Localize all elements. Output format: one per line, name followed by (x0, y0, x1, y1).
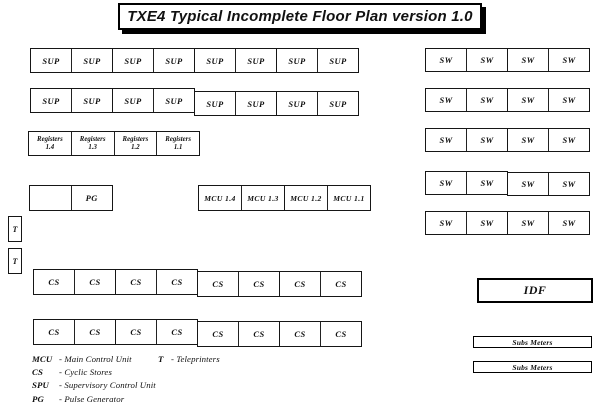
sup-cabinet: SUP (124, 55, 142, 66)
sw-cabinet: SW (466, 89, 507, 111)
legend-entry-pg (32, 392, 332, 405)
sup-cabinet: SUP (153, 49, 194, 72)
cabinet-pair (115, 269, 198, 295)
sw-cabinet: SW (466, 172, 507, 194)
legend-entry-teleprinters (158, 352, 220, 365)
sw-cabinet: SW (466, 49, 507, 71)
sup-row-2 (30, 88, 359, 113)
sw-cabinet: SW (439, 218, 453, 228)
sw-cabinet: SW (521, 179, 535, 189)
cs-cabinet: CS (294, 279, 306, 289)
cabinet-pair (425, 171, 508, 195)
sup-cabinet: SUP (235, 92, 276, 115)
cs-cabinet: CS (320, 272, 361, 296)
cabinet-pair (284, 185, 371, 211)
cabinet-pair (112, 88, 195, 113)
sw-row-4 (425, 171, 590, 195)
cabinet-pair (279, 321, 362, 347)
legend (32, 352, 332, 406)
legend-entry-spu (32, 379, 332, 392)
cabinet-pair (197, 321, 280, 347)
empty-cabinet (30, 186, 71, 210)
cs-cabinet: CS (156, 270, 197, 294)
sw-row-3 (425, 128, 590, 152)
sw-cabinet: SW (521, 135, 535, 145)
cabinet-pair (276, 48, 359, 73)
cs-cabinet: CS (238, 322, 279, 346)
registers-cabinet-1-2 (114, 132, 157, 155)
cs-row-1 (33, 269, 362, 295)
cs-cabinet: CS (238, 272, 279, 296)
registers-cabinet-1-1 (156, 132, 199, 155)
teleprinter-box-2: T (8, 248, 22, 274)
sw-cabinet: SW (548, 49, 589, 71)
legend-entry-mcu (32, 352, 332, 365)
cs-cabinet: CS (294, 329, 306, 339)
cs-cabinet: CS (320, 322, 361, 346)
legend-definition: - Main Control Unit (59, 353, 132, 364)
cabinet-pair (33, 319, 116, 345)
legend-term: PG (32, 393, 44, 404)
cs-cabinet: CS (48, 277, 60, 287)
sup-cabinet: SUP (288, 98, 306, 109)
cs-row-2 (33, 319, 362, 345)
cabinet-pair (507, 128, 590, 152)
sup-cabinet: SUP (42, 95, 60, 106)
cabinet-pair (198, 185, 285, 211)
sw-cabinet: SW (548, 212, 589, 234)
sw-cabinet: SW (439, 55, 453, 65)
cs-cabinet: CS (156, 320, 197, 344)
sup-cabinet: SUP (317, 49, 358, 72)
cs-cabinet: CS (212, 329, 224, 339)
sup-cabinet: SUP (153, 89, 194, 112)
registers-row (28, 131, 200, 156)
sw-cabinet: SW (548, 173, 589, 195)
cabinet-pair (425, 48, 508, 72)
sw-row-2 (425, 88, 590, 112)
title-box (118, 3, 482, 30)
cabinet-pair (194, 48, 277, 73)
cabinet-pair (507, 48, 590, 72)
sup-cabinet: SUP (235, 49, 276, 72)
sup-cabinet: SUP (124, 95, 142, 106)
mcu-cabinet-1-1: MCU 1.1 (327, 186, 370, 210)
registers-number: 1.4 (45, 143, 55, 151)
teleprinter-box-1: T (8, 216, 22, 242)
pg-cabinet: PG (71, 186, 113, 210)
cabinet-pair (507, 211, 590, 235)
pg-row (29, 185, 113, 211)
cabinet-pair (194, 91, 277, 116)
sw-cabinet: SW (548, 89, 589, 111)
cabinet-pair (276, 91, 359, 116)
sw-cabinet: SW (439, 135, 453, 145)
registers-label: Registers (165, 135, 191, 143)
legend-term: T (158, 353, 164, 364)
cabinet-pair (279, 271, 362, 297)
sw-cabinet: SW (521, 95, 535, 105)
cabinet-pair (507, 172, 590, 196)
cabinet-pair (115, 319, 198, 345)
registers-label: Registers (122, 135, 149, 143)
registers-cabinet-1-3 (71, 132, 114, 155)
cs-cabinet: CS (74, 320, 115, 344)
cabinet-pair (425, 128, 508, 152)
cabinet-pair (30, 88, 113, 113)
idf-box: IDF (477, 278, 593, 303)
sup-cabinet: SUP (206, 55, 224, 66)
sw-row-5 (425, 211, 590, 235)
cabinet-pair (425, 211, 508, 235)
cs-cabinet: CS (74, 270, 115, 294)
subs-meters-box-2: Subs Meters (473, 361, 592, 373)
legend-entry-cs (32, 365, 332, 378)
sw-cabinet: SW (439, 178, 453, 188)
registers-number: 1.1 (173, 143, 183, 151)
sw-row-1 (425, 48, 590, 72)
cs-cabinet: CS (130, 327, 142, 337)
mcu-row (198, 185, 371, 211)
sw-cabinet: SW (439, 95, 453, 105)
legend-definition: - Teleprinters (171, 353, 220, 364)
registers-cabinet-1-4 (29, 132, 71, 155)
mcu-cabinet-1-4: MCU 1.4 (204, 193, 236, 203)
registers-number: 1.3 (88, 143, 97, 151)
cs-cabinet: CS (212, 279, 224, 289)
sw-cabinet: SW (466, 129, 507, 151)
sw-cabinet: SW (548, 129, 589, 151)
sup-cabinet: SUP (71, 89, 112, 112)
sup-cabinet: SUP (288, 55, 306, 66)
registers-number: 1.2 (131, 143, 140, 151)
cabinet-pair (30, 48, 113, 73)
sw-cabinet: SW (521, 218, 535, 228)
subs-meters-box-1: Subs Meters (473, 336, 592, 348)
legend-term: CS (32, 367, 43, 378)
cabinet-pair (425, 88, 508, 112)
registers-group (28, 131, 200, 156)
sw-cabinet: SW (521, 55, 535, 65)
sw-cabinet: SW (466, 212, 507, 234)
mcu-cabinet-1-2: MCU 1.2 (290, 193, 322, 203)
legend-definition: - Supervisory Control Unit (59, 380, 156, 391)
legend-term: MCU (32, 353, 53, 364)
cs-cabinet: CS (48, 327, 60, 337)
cs-cabinet: CS (130, 277, 142, 287)
sup-cabinet: SUP (42, 55, 60, 66)
cabinet-pair (112, 48, 195, 73)
page-title: TXE4 Typical Incomplete Floor Plan version 1.0 (127, 8, 473, 25)
registers-label: Registers (37, 135, 63, 143)
sup-cabinet: SUP (317, 92, 358, 115)
registers-label: Registers (79, 135, 106, 143)
cabinet-pair (197, 271, 280, 297)
sup-cabinet: SUP (71, 49, 112, 72)
cabinet-pair (33, 269, 116, 295)
cabinet-pair (507, 88, 590, 112)
mcu-cabinet-1-3: MCU 1.3 (241, 186, 284, 210)
sup-cabinet: SUP (206, 98, 224, 109)
legend-definition: - Cyclic Stores (59, 367, 112, 378)
legend-definition: - Pulse Generator (59, 393, 125, 404)
cabinet-pair (29, 185, 113, 211)
legend-term: SPU (32, 380, 49, 391)
sup-row-1 (30, 48, 359, 73)
